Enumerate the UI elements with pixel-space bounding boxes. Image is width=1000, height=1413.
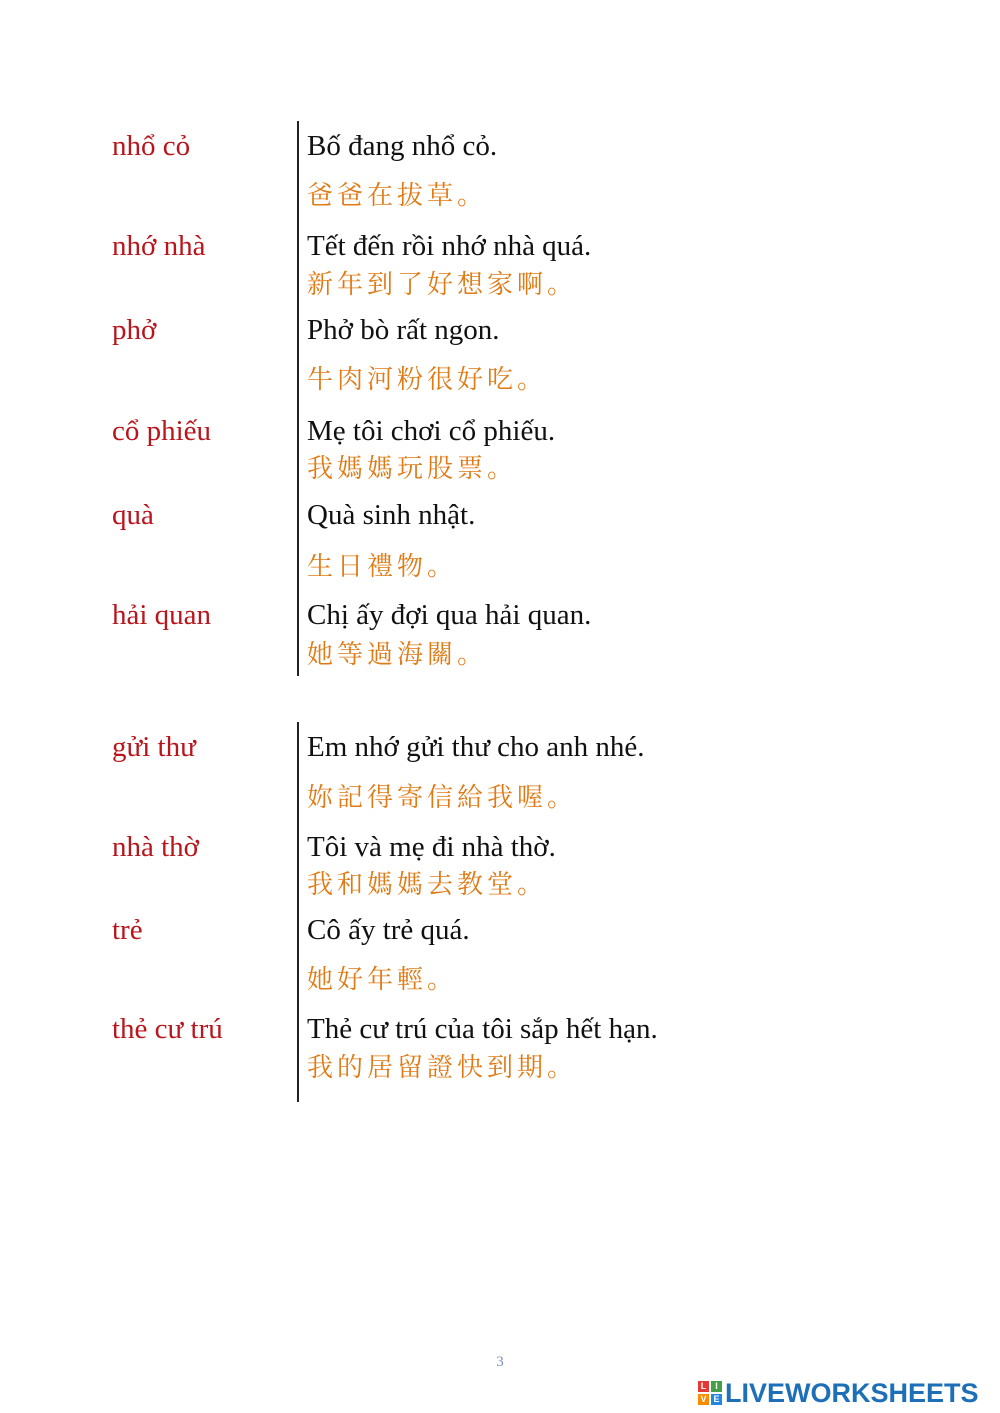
- logo-letter: V: [698, 1394, 709, 1405]
- chinese-translation: 我和媽媽去教堂。: [307, 870, 548, 900]
- term: thẻ cư trú: [112, 1013, 223, 1045]
- page-number: 3: [496, 1354, 504, 1370]
- logo-letter: E: [711, 1394, 722, 1405]
- liveworksheets-brand[interactable]: [698, 1378, 979, 1408]
- vietnamese-sentence: Bố đang nhổ cỏ.: [307, 130, 498, 162]
- vietnamese-sentence: Quà sinh nhật.: [307, 499, 476, 531]
- logo-letter: I: [711, 1381, 722, 1392]
- brand-name: LIVEWORKSHEETS: [725, 1377, 979, 1408]
- term: trẻ: [112, 914, 143, 946]
- chinese-translation: 牛肉河粉很好吃。: [307, 365, 548, 395]
- group-1-divider: [297, 121, 299, 676]
- vietnamese-sentence: Chị ấy đợi qua hải quan.: [307, 599, 592, 631]
- chinese-translation: 新年到了好想家啊。: [307, 270, 578, 300]
- chinese-translation: 妳記得寄信給我喔。: [307, 783, 578, 813]
- chinese-translation: 我媽媽玩股票。: [307, 454, 518, 484]
- chinese-translation: 我的居留證快到期。: [307, 1053, 578, 1083]
- vietnamese-sentence: Mẹ tôi chơi cổ phiếu.: [307, 415, 556, 447]
- vietnamese-sentence: Em nhớ gửi thư cho anh nhé.: [307, 731, 645, 763]
- vietnamese-sentence: Cô ấy trẻ quá.: [307, 914, 470, 946]
- logo-letter: L: [698, 1381, 709, 1392]
- term: nhổ cỏ: [112, 130, 191, 162]
- term: gửi thư: [112, 731, 196, 763]
- vietnamese-sentence: Tôi và mẹ đi nhà thờ.: [307, 831, 556, 863]
- group-2-divider: [297, 722, 299, 1102]
- term: phở: [112, 314, 157, 346]
- vietnamese-sentence: Tết đến rồi nhớ nhà quá.: [307, 230, 592, 262]
- term: nhà thờ: [112, 831, 200, 863]
- chinese-translation: 她等過海關。: [307, 640, 488, 670]
- term: cổ phiếu: [112, 415, 212, 447]
- chinese-translation: 爸爸在拔草。: [307, 181, 488, 211]
- term: nhớ nhà: [112, 230, 206, 262]
- vietnamese-sentence: Thẻ cư trú của tôi sắp hết hạn.: [307, 1013, 658, 1045]
- chinese-translation: 她好年輕。: [307, 965, 458, 995]
- chinese-translation: 生日禮物。: [307, 552, 458, 582]
- vietnamese-sentence: Phở bò rất ngon.: [307, 314, 500, 346]
- liveworksheets-logo-icon: [698, 1381, 722, 1405]
- term: hải quan: [112, 599, 212, 631]
- term: quà: [112, 499, 154, 531]
